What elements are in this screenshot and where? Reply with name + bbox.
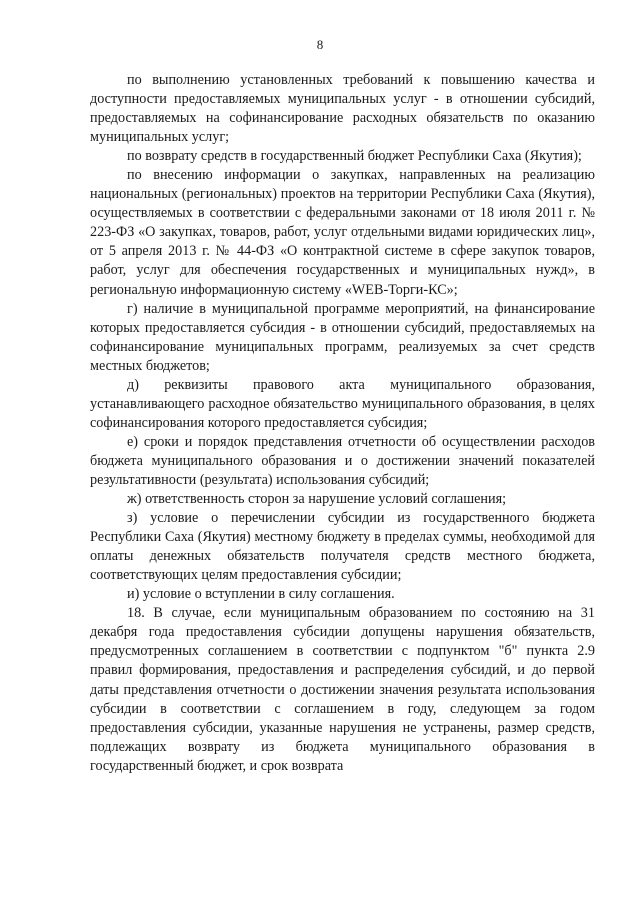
- paragraph-item-d: д) реквизиты правового акта муниципального образования, устанавливающего расходное обязательство муниципального образования, в целях софинансирования которого предоставляется субсидия;: [90, 376, 595, 431]
- paragraph-quality-requirements: по выполнению установленных требований к повышению качества и доступности предоставляемых муниципальных услуг - в отношении субсидий, предоставляемых на софинансирование расходных обязательств по оказанию муниципальных услуг;: [90, 72, 595, 146]
- page-number: 8: [316, 37, 324, 52]
- paragraph-item-g: г) наличие в муниципальной программе мероприятий, на финансирование которых предоставляется субсидия - в отношении субсидий, предоставляемых на софинансирование муниципальных программ, реализуемых за счет средств местных бюджетов;: [90, 300, 595, 374]
- paragraph-procurement-info: по внесению информации о закупках, направленных на реализацию национальных (региональных) проектов на территории Республики Саха (Якутия), осуществляемых в соответствии с федеральными законами от 18 июля 2011 г. № 223-ФЗ «О закупках, товаров, работ, услуг отдельными видами юридических лиц», от 5 апреля 2013 г. № 44-ФЗ «О контрактной системе в сфере закупок товаров, работ, услуг для обеспечения государственных и муниципальных нужд», в региональную информационную систему «WEB-Торги-КС»;: [90, 167, 595, 298]
- paragraph-item-zh: ж) ответственность сторон за нарушение условий соглашения;: [127, 491, 507, 508]
- paragraph-refund: по возврату средств в государственный бюджет Республики Саха (Якутия);: [127, 148, 582, 165]
- paragraph-item-e: е) сроки и порядок представления отчетности об осуществлении расходов бюджета муниципального образования и о достижении значений показателей результативности (результата) использования субсидий;: [90, 433, 595, 488]
- paragraph-clause-18: 18. В случае, если муниципальным образованием по состоянию на 31 декабря года предоставления субсидии допущены нарушения обязательств, предусмотренных соглашением в соответствии с подпунктом "б" пункта 2.9 правил формирования, предоставления и распределения субсидий, и до первой даты представления отчетности о достижении значения результата использования субсидии в соответствии с соглашением в году, следующем за годом предоставления субсидии, указанные нарушения не устранены, размер средств, подлежащих возврату из бюджета муниципального образования в государственный бюджет, и срок возврата: [90, 605, 595, 774]
- paragraph-item-z: з) условие о перечислении субсидии из государственного бюджета Республики Саха (Якутия) местному бюджету в пределах суммы, необходимой для оплаты денежных обязательств получателя средств местного бюджета, соответствующих целям предоставления субсидии;: [90, 510, 595, 584]
- body-text: [90, 71, 595, 776]
- paragraph-item-i: и) условие о вступлении в силу соглашения.: [127, 586, 395, 603]
